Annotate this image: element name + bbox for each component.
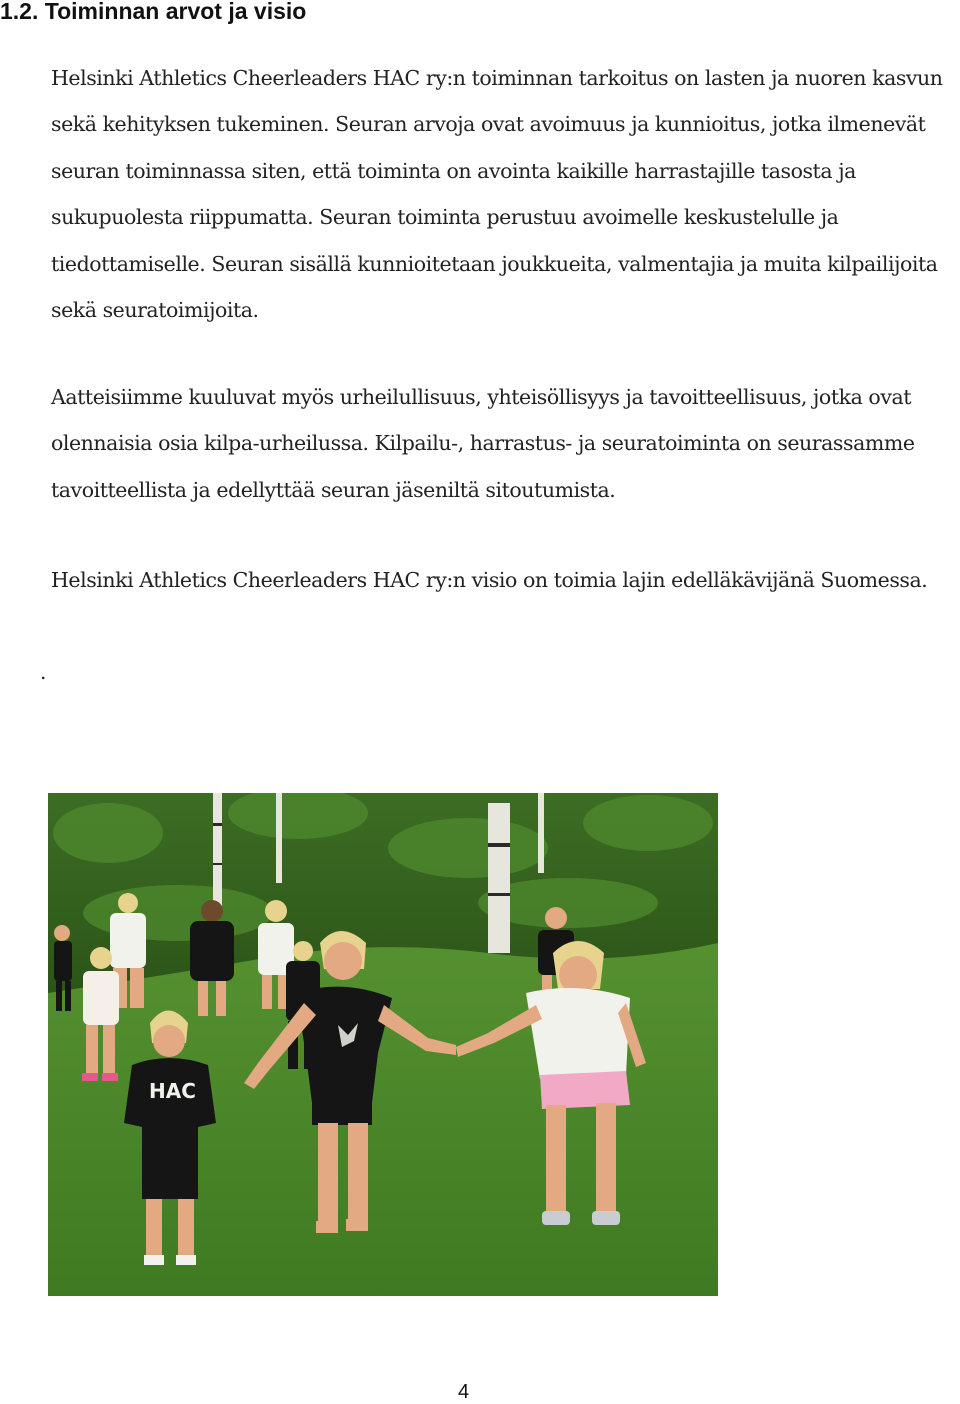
section-heading [0,0,306,26]
text-line: olennaisia osia kilpa-urheilussa. Kilpailu-, harrastus- ja seuratoiminta on seurassamme [51,431,915,456]
photo-shirt-print: HAC [149,1079,196,1103]
text-line: tiedottamiselle. Seuran sisällä kunnioitetaan joukkueita, valmentajia ja muita kilpailijoita [51,251,938,276]
text-line: Helsinki Athletics Cheerleaders HAC ry:n visio on toimia lajin edelläkävijänä [51,568,815,592]
paragraph-values [51,55,960,333]
section-title: Toiminnan arvot ja visio [44,0,307,24]
text-line: Aatteisiimme kuuluvat myös urheilullisuus, yhteisöllisyys ja tavoitteellisuus, jotka ovat [51,385,912,409]
text-line: kasvun sekä kehityksen tukeminen. Seuran arvoja ovat avoimuus ja kunnioitus, jotka [51,66,943,137]
section-number: 1.2. [0,0,39,24]
text-line: Suomessa. [820,568,928,592]
paragraph-vision [51,557,960,603]
text-line: sekä seuratoimijoita. [51,298,259,323]
text-line: Helsinki Athletics Cheerleaders HAC ry:n toiminnan tarkoitus on lasten ja nuoren [51,66,867,90]
text-line: tavoitteellista ja edellyttää seuran jäseniltä sitoutumista. [51,477,616,502]
stray-period: . [40,660,47,684]
text-line: ja sukupuolesta riippumatta. Seuran toiminta perustuu avoimelle keskustelulle ja [51,158,856,230]
photo-cheerleaders-on-field [48,793,718,1296]
text-line: ilmenevät seuran toiminnassa siten, että toiminta on avointa kaikille harrastajille tasosta [51,112,926,183]
paragraph-ideals [51,374,960,513]
page-number: 4 [458,1381,470,1403]
